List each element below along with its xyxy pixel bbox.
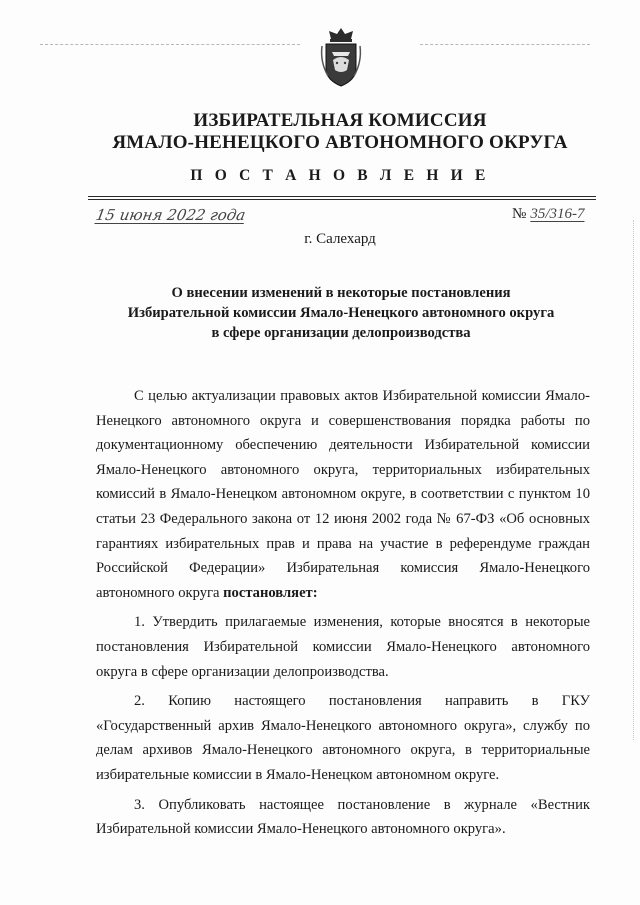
org-name-line1: ИЗБИРАТЕЛЬНАЯ КОМИССИЯ (193, 110, 487, 131)
item-paragraph: 1. Утвердить прилагаемые изменения, которые вносятся в некоторые постановления Избирательной комиссии Ямало-Ненецкого автономного округа в сфере организации делопроизводства. (96, 614, 590, 680)
preamble-paragraph (96, 384, 590, 605)
subject-line: О внесении изменений в некоторые постановления (171, 285, 511, 301)
subject-line: в сфере организации делопроизводства (211, 325, 471, 341)
number-value: 35/316-7 (530, 206, 585, 222)
document-city: г. Салехард (304, 231, 376, 247)
document-type: П О С Т А Н О В Л Е Н И Е (190, 167, 490, 184)
preamble-text: С целью актуализации правовых актов Избирательной комиссии Ямало-Ненецкого автономного округа и совершенствования порядка работы по документационному обеспечению деятельности Избирательной комиссии Ямало-Ненецкого автономного округа, территориальных избирательных комиссий в Ямало-Ненецком автономном округе, в соответствии с пунктом 10 статьи 23 Федерального закона от 12 июня 2002 года № 67-ФЗ «Об основных гарантиях избирательных прав и права на участие в референдуме граждан Российской Федерации» Избирательная комиссия Ямало-Ненецкого автономного округа (96, 388, 590, 601)
item-paragraph: 3. Опубликовать настоящее постановление в журнале «Вестник Избирательной комиссии Ямало-Ненецкого автономного округа». (96, 796, 590, 838)
document-date: 15 июня 2022 года (94, 206, 247, 224)
number-label: № (512, 206, 527, 222)
scan-edge-line (632, 220, 634, 740)
document-subject (96, 283, 586, 343)
document-body (96, 384, 590, 842)
header-divider-thin (88, 199, 596, 200)
resolves-word: постановляет: (223, 584, 318, 601)
item-paragraph: 2. Копию настоящего постановления направить в ГКУ «Государственный архив Ямало-Ненецкого автономного округа», службу по делам архивов Ямало-Ненецкого автономного округа, в территориальные избирательные комиссии в Ямало-Ненецком автономном округе. (96, 693, 590, 783)
document-number (512, 206, 584, 223)
scan-artifact-line (420, 44, 590, 46)
coat-of-arms-icon (318, 26, 364, 88)
header-divider-thick (88, 196, 596, 197)
subject-line: Избирательной комиссии Ямало-Ненецкого автономного округа (127, 305, 555, 321)
scan-artifact-line (40, 44, 300, 46)
org-name-line2: ЯМАЛО-НЕНЕЦКОГО АВТОНОМНОГО ОКРУГА (112, 132, 568, 153)
